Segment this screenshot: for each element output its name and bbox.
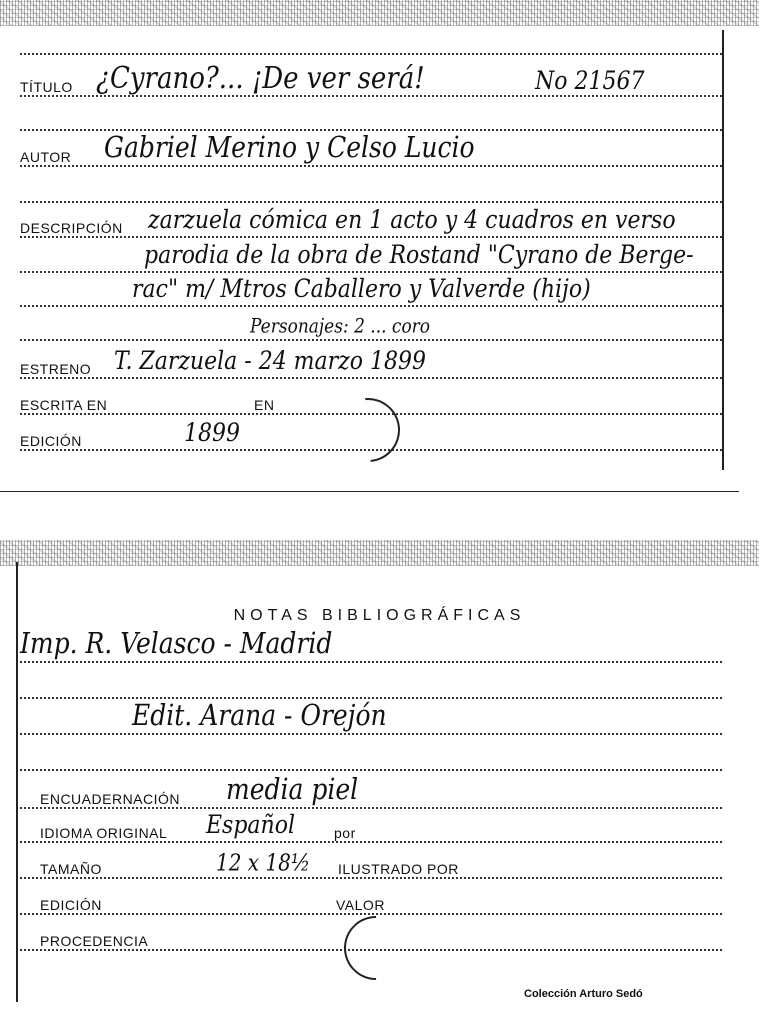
ilustrado-label: ILUSTRADO POR: [338, 861, 459, 877]
ruled-line: [20, 32, 722, 58]
estreno-label: ESTRENO: [20, 361, 92, 377]
por-label: por: [334, 825, 356, 841]
card-bottom-left-border: [16, 562, 18, 1002]
en-label: EN: [254, 397, 275, 413]
descripcion-line4: Personajes: 2 ... coro: [250, 315, 431, 338]
encuadernacion-value: media piel: [226, 772, 359, 806]
collection-footer: Colección Arturo Sedó: [524, 988, 643, 1000]
titulo-label: TÍTULO: [20, 79, 73, 95]
escrita-en-label: ESCRITA EN: [20, 397, 108, 413]
idioma-value: Español: [206, 811, 295, 840]
card-top-bottom-edge: [0, 491, 739, 492]
estreno-value: T. Zarzuela - 24 marzo 1899: [114, 347, 426, 376]
tamano-row: [20, 848, 722, 882]
descripcion-line3: rac" m/ Mtros Caballero y Valverde (hijo): [132, 275, 591, 304]
titulo-row: [20, 61, 722, 100]
descripcion-row-2: [20, 241, 722, 276]
card-bottom-edge: [0, 540, 759, 566]
edicion-value: 1899: [184, 419, 240, 448]
card-top-edge: [0, 0, 759, 26]
edicion-bottom-row: [20, 892, 722, 918]
edicion-bottom-label: EDICIÓN: [40, 897, 102, 913]
notas-heading: NOTAS BIBLIOGRÁFICAS: [233, 607, 526, 624]
idioma-label: IDIOMA ORIGINAL: [40, 825, 168, 841]
procedencia-label: PROCEDENCIA: [40, 933, 149, 949]
descripcion-label: DESCRIPCIÓN: [20, 220, 123, 236]
autor-value: Gabriel Merino y Celso Lucio: [104, 130, 475, 164]
titulo-number: No 21567: [535, 67, 645, 96]
titulo-value: ¿Cyrano?... ¡De ver será!: [96, 61, 425, 96]
descripcion-line2: parodia de la obra de Rostand "Cyrano de Berge-: [144, 241, 694, 270]
descripcion-row: [20, 206, 722, 241]
note2-value: Edit. Arana - Orejón: [132, 698, 387, 732]
autor-label: AUTOR: [20, 149, 72, 165]
catalog-card-top: [0, 0, 759, 492]
tamano-label: TAMAÑO: [40, 861, 102, 877]
descripcion-line1: zarzuela cómica en 1 acto y 4 cuadros en verso: [148, 206, 676, 235]
card-top-right-border: [722, 30, 724, 470]
tamano-value: 12 x 18½: [216, 848, 311, 876]
encuadernacion-label: ENCUADERNACIÓN: [40, 791, 181, 807]
note-row-1: [20, 626, 722, 666]
descripcion-row-3: [20, 275, 722, 310]
autor-row: [20, 130, 722, 170]
descripcion-row-4: [20, 315, 722, 344]
note-row-2: [20, 698, 722, 738]
ruled-line: [20, 748, 722, 774]
valor-label: VALOR: [336, 897, 385, 913]
edicion-label: EDICIÓN: [20, 433, 82, 449]
encuadernacion-row: [20, 772, 722, 812]
idioma-row: [20, 811, 722, 846]
note1-value: Imp. R. Velasco - Madrid: [20, 626, 333, 660]
ruled-line: [20, 180, 722, 206]
estreno-row: [20, 347, 722, 382]
